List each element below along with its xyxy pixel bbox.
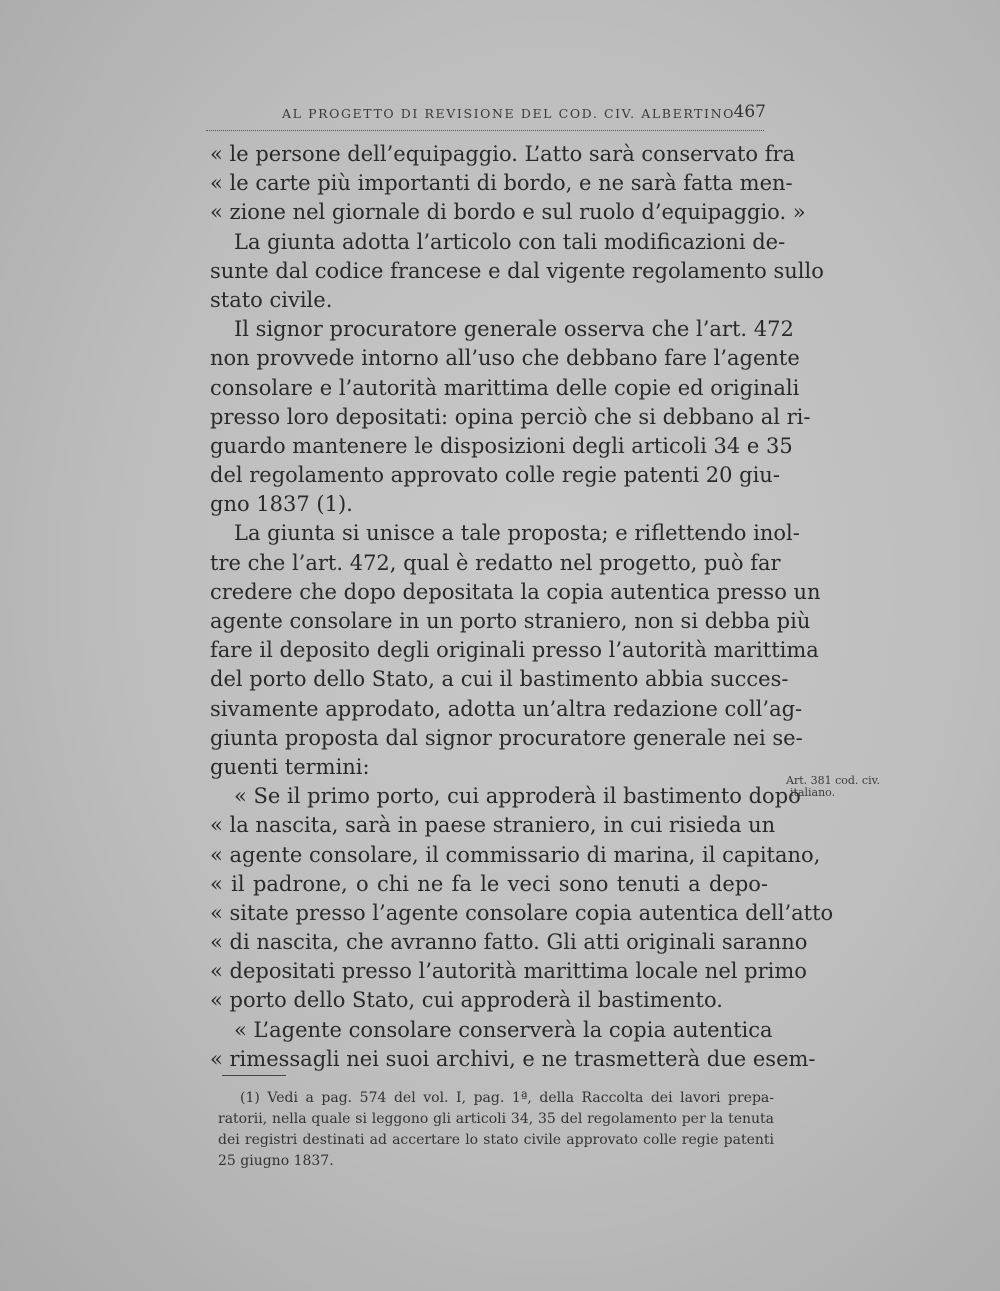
header-rule	[206, 130, 764, 131]
text-line: « il padrone, o chi ne fa le veci sono tenuti a depo-	[210, 871, 768, 896]
text-line: « porto dello Stato, cui approderà il bastimento.	[210, 988, 723, 1013]
text-line: « sitate presso l’agente consolare copia autentica dell’atto	[210, 900, 834, 925]
margin-note-line: italiano.	[790, 786, 836, 799]
footnote-line: ratorii, nella quale si leggono gli articoli 34, 35 del regolamento per la tenuta	[218, 1111, 774, 1127]
text-line: « rimessagli nei suoi archivi, e ne trasmetterà due esem-	[210, 1046, 816, 1071]
text-line: sivamente approdato, adotta un’altra redazione coll’ag-	[210, 696, 803, 721]
text-line: « L’agente consolare conserverà la copia autentica	[234, 1017, 773, 1042]
text-line: del regolamento approvato colle regie patenti 20 giu-	[210, 463, 780, 488]
text-line: guenti termini:	[210, 754, 370, 779]
margin-note	[786, 775, 886, 799]
text-line: credere che dopo depositata la copia autentica presso un	[210, 579, 821, 604]
text-line: « le persone dell’equipaggio. L’atto sarà conservato fra	[210, 142, 796, 166]
text-line: « zione nel giornale di bordo e sul ruolo d’equipaggio. »	[210, 200, 806, 225]
footnote-line: 25 giugno 1837.	[218, 1153, 334, 1169]
footnote-line: (1) Vedi a pag. 574 del vol. I, pag. 1ª, della Raccolta dei lavori prepa-	[240, 1090, 774, 1106]
text-line: stato civile.	[210, 287, 333, 312]
text-line: giunta proposta dal signor procuratore generale nei se-	[210, 725, 803, 750]
text-line: consolare e l’autorità marittima delle copie ed originali	[210, 375, 800, 400]
text-line: « Se il primo porto, cui approderà il bastimento dopo	[234, 784, 801, 809]
footnotes	[218, 1088, 774, 1172]
page-number: 467	[733, 102, 766, 122]
text-line: del porto dello Stato, a cui il bastimento abbia succes-	[210, 667, 789, 692]
text-line: « le carte più importanti di bordo, e ne sarà fatta men-	[210, 171, 793, 196]
text-line: La giunta adotta l’articolo con tali modificazioni de-	[234, 229, 786, 254]
text-line: presso loro depositati: opina perciò che si debbano al ri-	[210, 404, 811, 429]
running-title: AL PROGETTO DI REVISIONE DEL COD. CIV. ALBERTINO	[282, 106, 735, 121]
footnote-rule	[222, 1075, 286, 1076]
text-line: non provvede intorno all’uso che debbano fare l’agente	[210, 346, 800, 371]
text-line: guardo mantenere le disposizioni degli articoli 34 e 35	[210, 433, 793, 458]
text-line: fare il deposito degli originali presso l’autorità marittima	[210, 638, 819, 663]
text-line: Il signor procuratore generale osserva che l’art. 472	[234, 317, 794, 342]
running-header	[282, 104, 766, 128]
footnote-line: dei registri destinati ad accertare lo stato civile approvato colle regie patenti	[218, 1132, 774, 1148]
margin-note-line: Art. 381 cod. civ.	[786, 774, 881, 787]
text-line: « di nascita, che avranno fatto. Gli atti originali saranno	[210, 930, 808, 955]
text-line: « agente consolare, il commissario di marina, il capitano,	[210, 842, 821, 867]
text-line: La giunta si unisce a tale proposta; e riflettendo inol-	[234, 521, 800, 546]
text-line: agente consolare in un porto straniero, non si debba più	[210, 609, 811, 633]
text-line: sunte dal codice francese e dal vigente regolamento sullo	[210, 258, 824, 283]
text-line: gno 1837 (1).	[210, 492, 353, 517]
text-line: « la nascita, sarà in paese straniero, in cui risieda un	[210, 813, 776, 838]
text-line: « depositati presso l’autorità marittima locale nel primo	[210, 959, 807, 984]
text-line: tre che l’art. 472, qual è redatto nel progetto, può far	[210, 550, 781, 575]
